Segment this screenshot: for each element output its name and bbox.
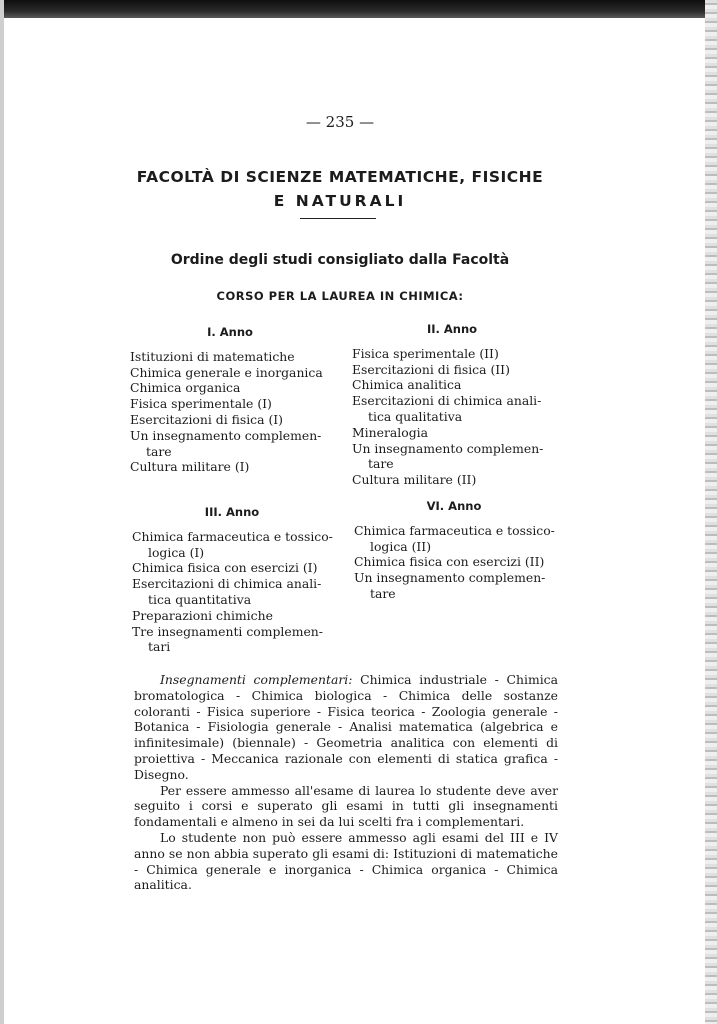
course-line: Esercitazioni di fisica (II) (352, 361, 510, 377)
course-line: Chimica farmaceutica e tossico- (132, 528, 333, 544)
course-line: tare (146, 443, 172, 459)
course-line: Un insegnamento complemen- (130, 427, 322, 443)
admission-rules-paragraph: Lo studente non può essere ammesso agli esami del III e IV anno se non abbia superato gli esami di: Istituzioni di matematiche - Chimica generale e inorganica - Chimica organica - Chimica analitica. (134, 829, 558, 893)
year-2-title: II. Anno (426, 322, 478, 336)
course-line: Un insegnamento complemen- (352, 440, 544, 456)
course-line: tare (370, 585, 396, 601)
scan-right-edge (705, 0, 717, 1024)
page-number: — 235 — (305, 113, 375, 131)
course-line: logica (II) (370, 538, 432, 554)
course-line: Preparazioni chimiche (132, 607, 273, 623)
course-line: Cultura militare (I) (130, 459, 250, 475)
degree-exam-paragraph: Per essere ammesso all'esame di laurea lo studente deve aver seguito i corsi e superato gli esami in tutti gli insegnamenti fondamentali e almeno in sei da lui scelti fra i complementari. (134, 782, 558, 830)
complementary-courses-text: Chimica industriale - Chimica bromatologica - Chimica biologica - Chimica delle sostanze coloranti - Fisica superiore - Fisica teorica - Zoologia generale - Botanica - Fisiologia generale - Analisi matematica (algebrica e infinitesimale) (biennale) - Geometria analitica con elementi di proiettiva - Meccanica razionale con elementi di statica grafica - Disegno. (134, 672, 558, 782)
course-line: Chimica analitica (352, 377, 462, 393)
course-line: tari (148, 639, 171, 655)
heading-rule (300, 218, 376, 219)
course-line: Mineralogia (352, 424, 428, 440)
course-line: Fisica sperimentale (I) (130, 396, 272, 412)
year-1-title: I. Anno (207, 325, 253, 339)
year-2-column (352, 322, 552, 488)
complementary-courses-paragraph (134, 672, 558, 783)
course-line: Esercitazioni di chimica anali- (352, 393, 542, 409)
course-line: Fisica sperimentale (II) (352, 345, 499, 361)
faculty-heading-line2: E NATURALI (273, 192, 407, 210)
year-4-title: VI. Anno (426, 499, 482, 513)
year-1-column (130, 325, 330, 475)
course-line: Esercitazioni di chimica anali- (132, 576, 322, 592)
course-line: Chimica fisica con esercizi (I) (132, 560, 318, 576)
year-3-column (132, 505, 332, 655)
course-line: logica (I) (148, 544, 205, 560)
course-line: tica quantitativa (148, 591, 252, 607)
course-line: Un insegnamento complemen- (354, 570, 546, 586)
scan-top-border (0, 0, 717, 18)
scan-left-edge (0, 0, 4, 1024)
notes-section (134, 672, 558, 893)
course-line: Esercitazioni di fisica (I) (130, 411, 284, 427)
faculty-heading-line1: FACOLTÀ DI SCIENZE MATEMATICHE, FISICHE (136, 168, 544, 186)
study-order-heading: Ordine degli studi consigliato dalla Facoltà (170, 252, 510, 268)
year-3-title: III. Anno (204, 505, 260, 519)
course-line: tica qualitativa (368, 408, 463, 424)
year-4-column (354, 499, 554, 602)
course-line: Chimica fisica con esercizi (II) (354, 554, 545, 570)
faculty-heading (100, 165, 580, 213)
course-line: Chimica generale e inorganica (130, 364, 323, 380)
complementary-courses-label: Insegnamenti complementari: (160, 672, 353, 687)
course-heading: CORSO PER LA LAUREA IN CHIMICA: (216, 289, 464, 303)
course-line: Chimica farmaceutica e tossico- (354, 522, 555, 538)
course-line: Tre insegnamenti complemen- (132, 623, 323, 639)
course-line: Istituzioni di matematiche (130, 348, 295, 364)
course-line: tare (368, 456, 394, 472)
course-line: Chimica organica (130, 380, 241, 396)
course-line: Cultura militare (II) (352, 472, 477, 488)
